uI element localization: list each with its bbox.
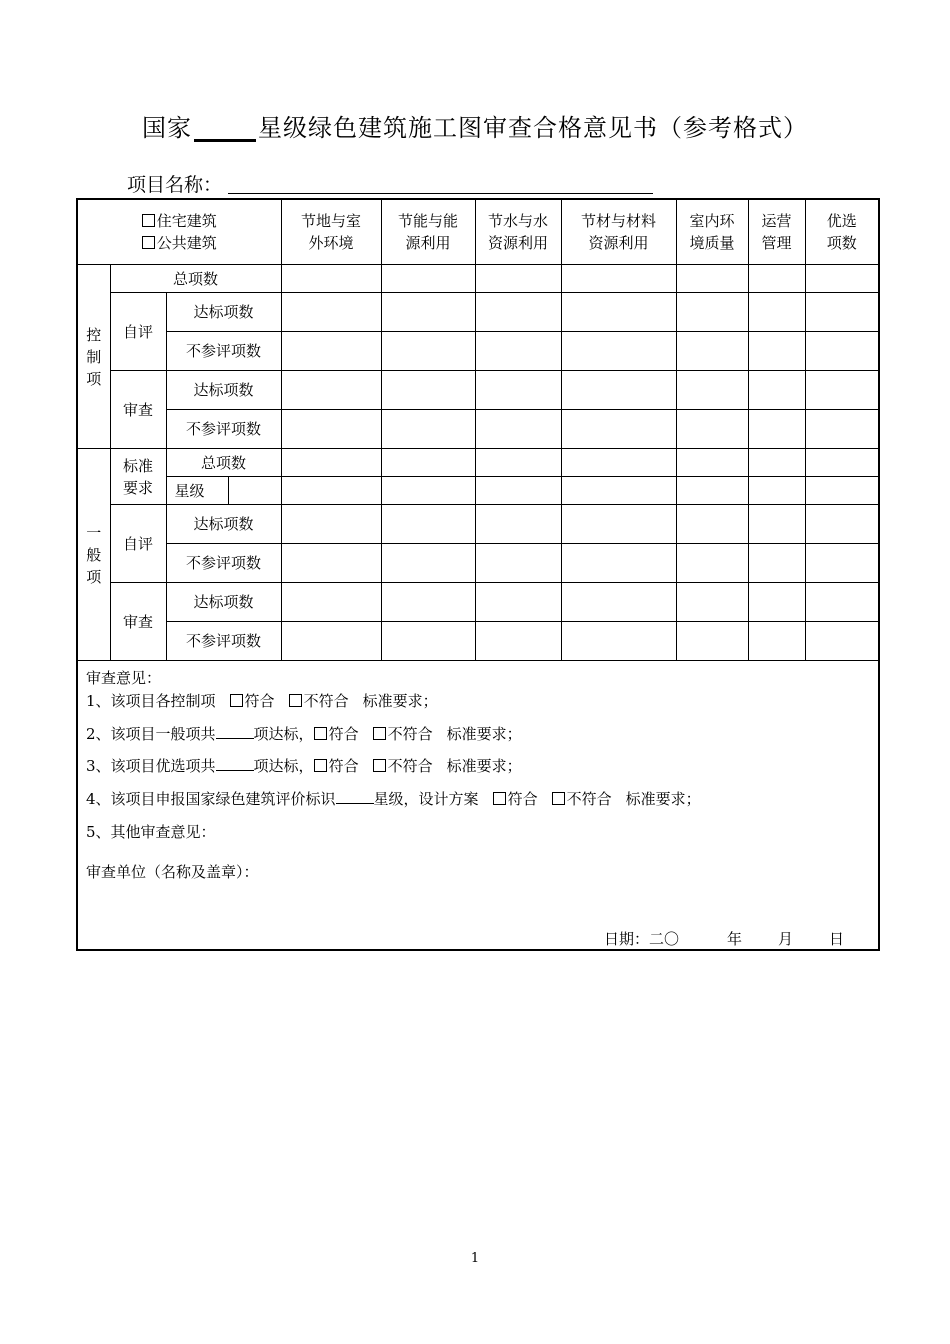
table-row	[77, 265, 879, 293]
table-row	[77, 332, 879, 371]
col-header-indoor: 室内环 境质量	[676, 199, 748, 265]
opinion-line-1: 1、该项目各控制项 符合 不符合 标准要求；	[86, 692, 438, 710]
not-eval-count-label: 不参评项数	[166, 544, 281, 583]
opinion-line-4: 4、该项目申报国家绿色建筑评价标识 星级，设计方案 符合 不符合 标准要求；	[86, 790, 701, 808]
general-self-eval-label: 自评	[110, 505, 166, 583]
opinion-heading: 审查意见：	[86, 669, 162, 687]
col-header-water: 节水与水 资源利用	[475, 199, 561, 265]
design-not-comply-checkbox[interactable]	[552, 792, 565, 805]
opinion-line-5: 5、其他审查意见：	[86, 823, 216, 841]
not-eval-count-label: 不参评项数	[166, 332, 281, 371]
optional-not-comply-checkbox[interactable]	[373, 759, 386, 772]
met-count-label: 达标项数	[166, 583, 281, 622]
residential-checkbox[interactable]	[142, 214, 155, 227]
public-checkbox[interactable]	[142, 236, 155, 249]
star-rating-blank[interactable]	[336, 789, 374, 804]
general-review-label: 审查	[110, 583, 166, 661]
col-header-land: 节地与室 外环境	[281, 199, 381, 265]
not-eval-count-label: 不参评项数	[166, 410, 281, 449]
met-count-label: 达标项数	[166, 371, 281, 410]
table-row	[77, 477, 879, 505]
control-comply-checkbox[interactable]	[230, 694, 243, 707]
table-row	[77, 410, 879, 449]
residential-label: 住宅建筑	[156, 212, 217, 230]
public-label: 公共建筑	[156, 234, 217, 252]
document-title	[0, 108, 950, 143]
opinion-line-3: 3、该项目优选项共 项达标， 符合 不符合 标准要求；	[86, 757, 522, 775]
col-header-operation: 运营 管理	[748, 199, 805, 265]
col-header-optional: 优选 项数	[805, 199, 879, 265]
date-line: 日期：二〇 年 月 日	[604, 930, 845, 948]
table-row	[77, 449, 879, 477]
general-items-label: 一 般 项	[77, 449, 110, 661]
project-name-blank	[228, 173, 653, 194]
std-requirement-label: 标准 要求	[110, 449, 166, 505]
star-level-label: 星级	[166, 477, 228, 505]
control-not-comply-checkbox[interactable]	[289, 694, 302, 707]
building-type-cell	[77, 199, 281, 265]
general-comply-checkbox[interactable]	[314, 727, 327, 740]
design-comply-checkbox[interactable]	[493, 792, 506, 805]
page-number: 1	[470, 1251, 480, 1266]
col-header-material: 节材与材料 资源利用	[561, 199, 676, 265]
control-self-eval-label: 自评	[110, 293, 166, 371]
review-table	[76, 198, 880, 951]
project-name-label: 项目名称：	[127, 174, 223, 196]
control-review-label: 审查	[110, 371, 166, 449]
general-not-comply-checkbox[interactable]	[373, 727, 386, 740]
project-name-line	[127, 170, 653, 197]
not-eval-count-label: 不参评项数	[166, 622, 281, 661]
table-row	[77, 371, 879, 410]
title-suffix: 星级绿色建筑施工图审查合格意见书（参考格式）	[258, 114, 808, 142]
table-row	[77, 544, 879, 583]
optional-comply-checkbox[interactable]	[314, 759, 327, 772]
table-row	[77, 505, 879, 544]
star-level-value[interactable]	[228, 477, 281, 505]
table-row	[77, 583, 879, 622]
opinion-row	[77, 661, 879, 951]
table-row	[77, 293, 879, 332]
optional-count-blank[interactable]	[216, 756, 254, 771]
general-count-blank[interactable]	[216, 724, 254, 739]
header-row	[77, 199, 879, 265]
star-level-blank	[194, 113, 256, 142]
met-count-label: 达标项数	[166, 293, 281, 332]
met-count-label: 达标项数	[166, 505, 281, 544]
control-items-label: 控 制 项	[77, 265, 110, 449]
review-opinion-cell	[77, 661, 879, 951]
general-total-label: 总项数	[166, 449, 281, 477]
title-prefix: 国家	[142, 114, 192, 142]
opinion-line-2: 2、该项目一般项共 项达标， 符合 不符合 标准要求；	[86, 725, 522, 743]
control-total-label: 总项数	[110, 265, 281, 293]
table-row	[77, 622, 879, 661]
review-unit-label: 审查单位（名称及盖章）：	[86, 863, 259, 881]
col-header-energy: 节能与能 源利用	[381, 199, 475, 265]
